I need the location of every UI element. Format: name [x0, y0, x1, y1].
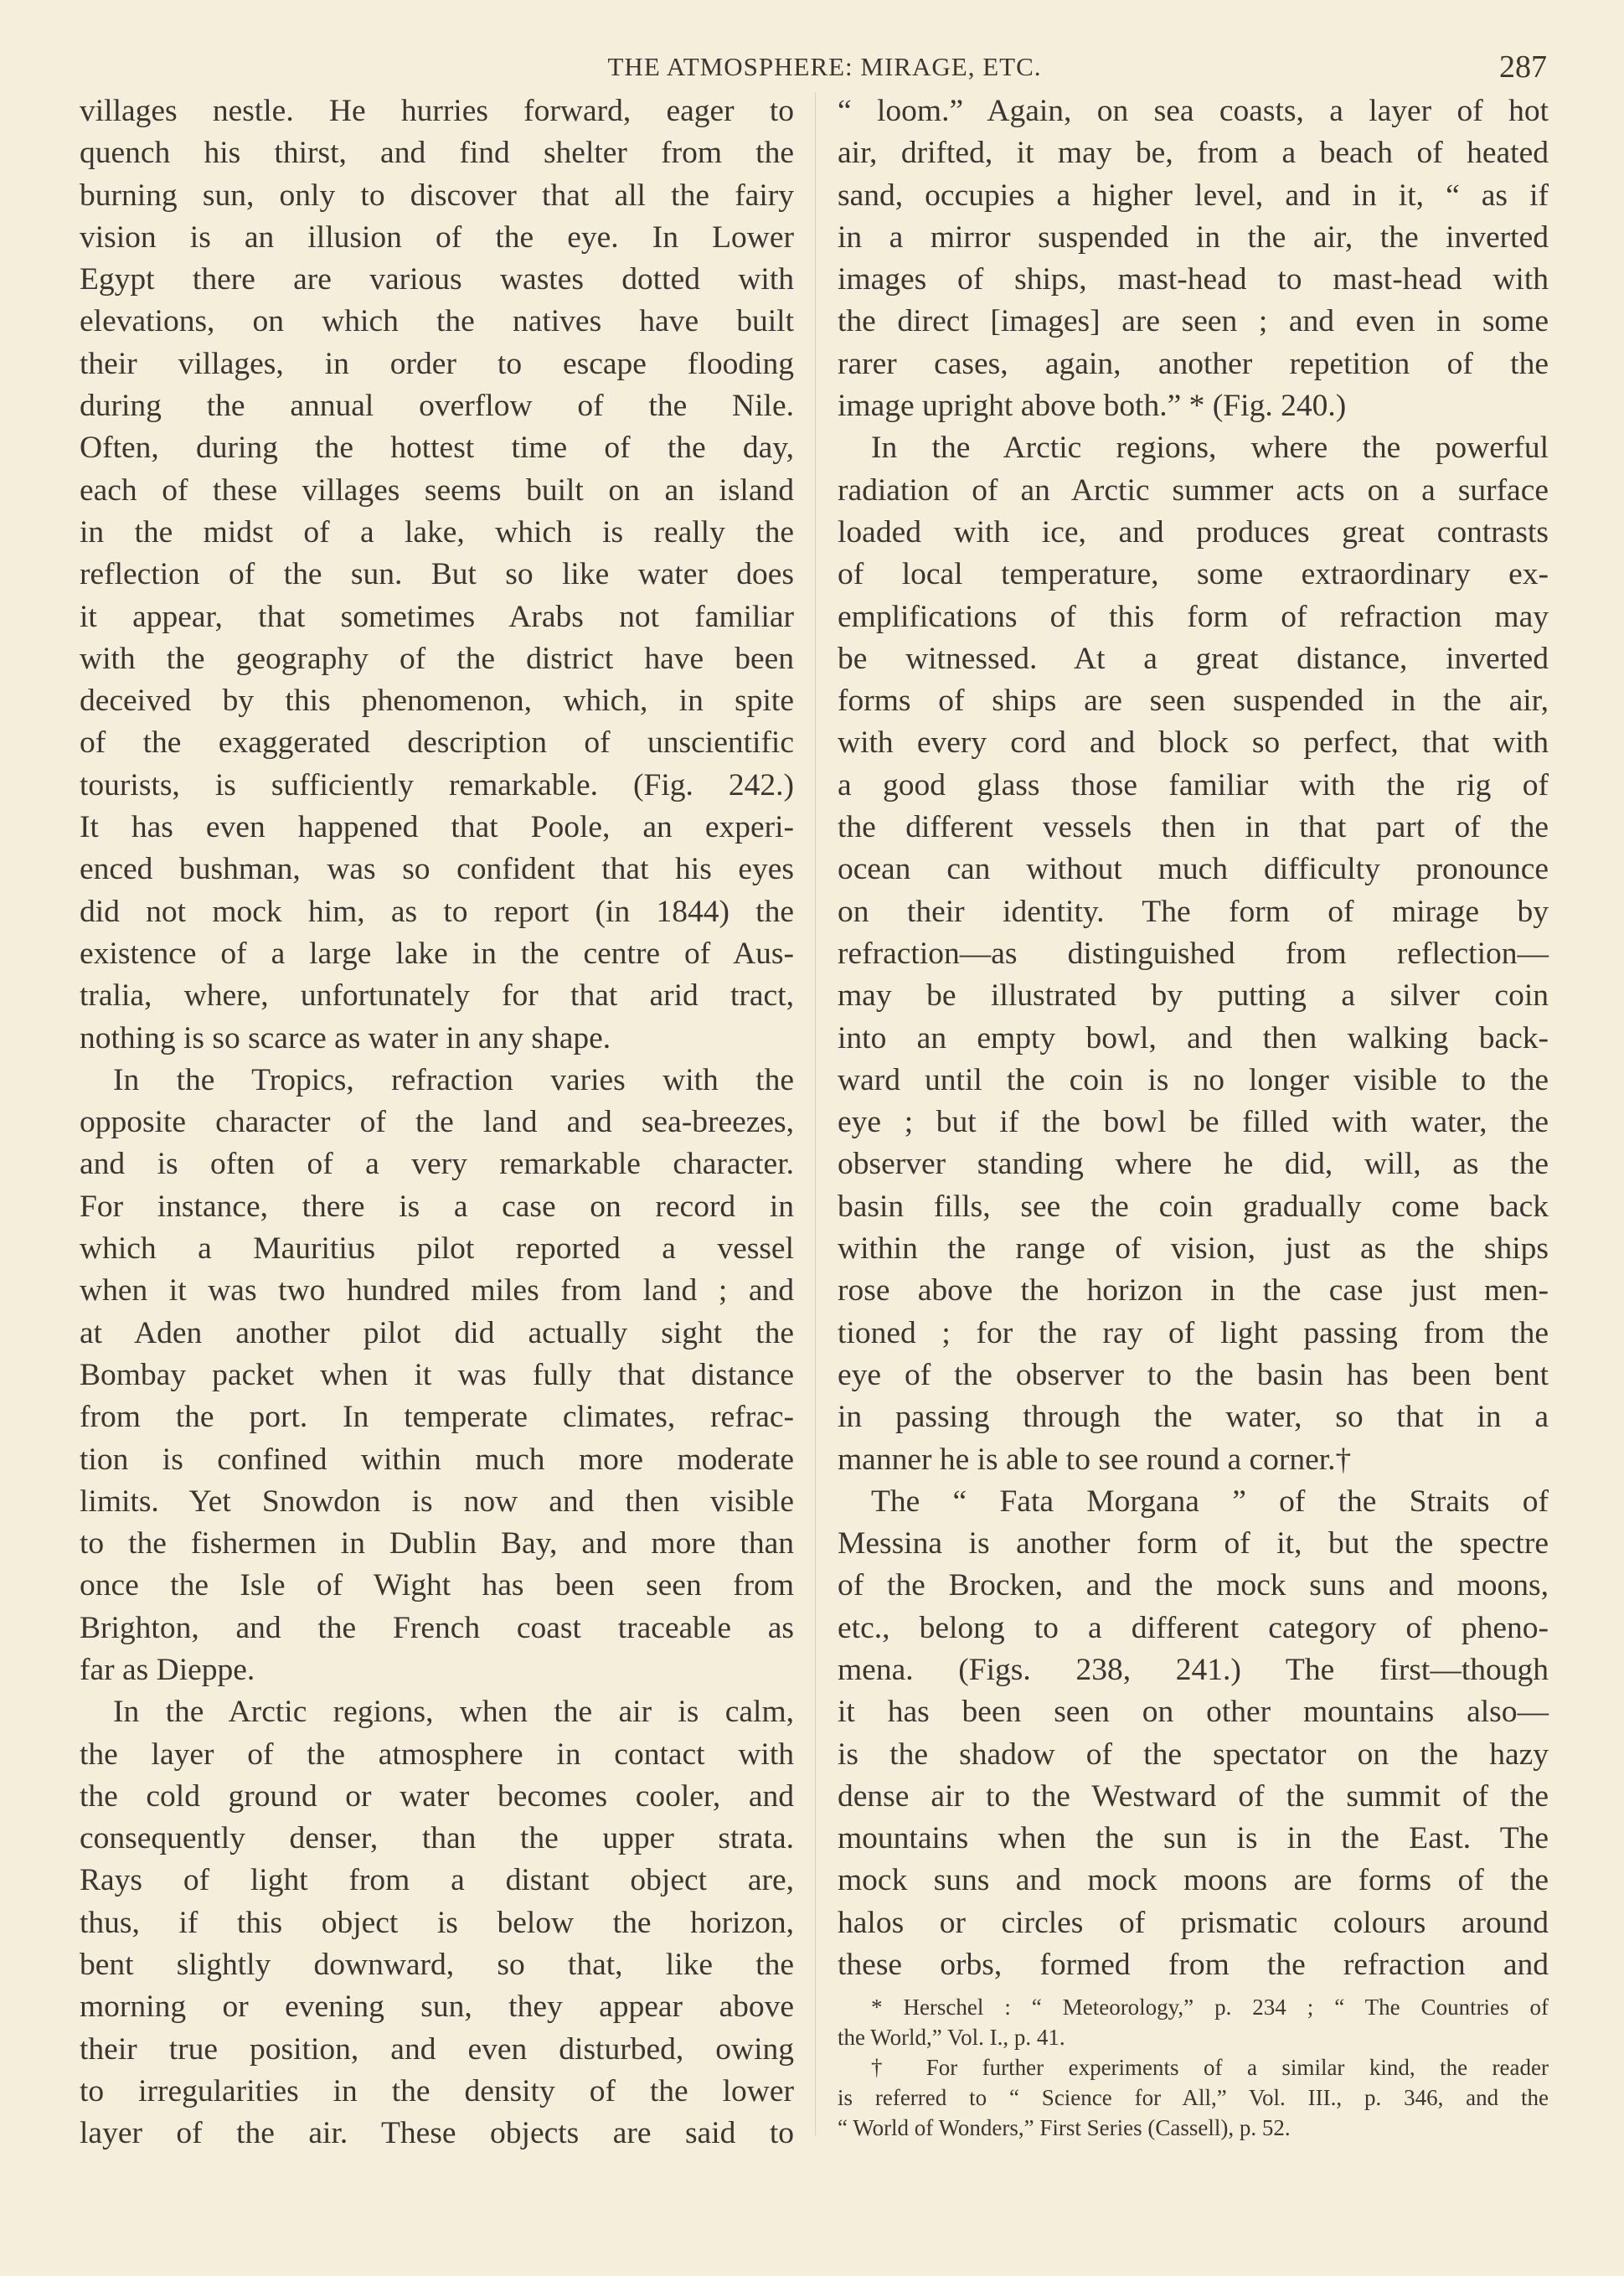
text-line: loaded with ice, and produces great contrasts — [838, 514, 1549, 550]
text-line: from the port. In temperate climates, refrac- — [80, 1400, 794, 1435]
text-line: burning sun, only to discover that all the fairy — [80, 178, 794, 213]
page-header — [0, 49, 1624, 94]
text-line: vision is an illusion of the eye. In Lower — [80, 219, 794, 255]
text-line: the different vessels then in that part of the — [838, 810, 1549, 845]
text-line: during the annual overflow of the Nile. — [80, 389, 794, 424]
text-line: In the Arctic regions, where the powerful — [871, 431, 1549, 466]
text-line: may be illustrated by putting a silver coin — [838, 978, 1549, 1014]
text-line: be witnessed. At a great distance, inverted — [838, 641, 1549, 676]
text-line: once the Isle of Wight has been seen from — [80, 1568, 794, 1603]
text-line: enced bushman, was so confident that his eyes — [80, 852, 794, 887]
footnote-line: * Herschel : “ Meteorology,” p. 234 ; “ The Countries of — [871, 1995, 1549, 2020]
text-line: at Aden another pilot did actually sight the — [80, 1315, 794, 1350]
text-line: thus, if this object is below the horizon, — [80, 1905, 794, 1940]
text-line: air, drifted, it may be, from a beach of heated — [838, 136, 1549, 171]
text-line: the direct [images] are seen ; and even in some — [838, 304, 1549, 339]
footnote-line: † For further experiments of a similar kind, the reader — [871, 2055, 1549, 2080]
text-line: For instance, there is a case on record in — [80, 1189, 794, 1224]
text-line: their true position, and even disturbed, owing — [80, 2031, 794, 2067]
text-line: consequently denser, than the upper strata. — [80, 1821, 794, 1856]
page-number: 287 — [1499, 49, 1547, 85]
footnote-line: “ World of Wonders,” First Series (Cassell), p. 52. — [838, 2115, 1291, 2140]
text-line: of the Brocken, and the mock suns and moons, — [838, 1568, 1549, 1603]
text-line: when it was two hundred miles from land ; and — [80, 1273, 794, 1308]
text-line: on their identity. The form of mirage by — [838, 894, 1549, 929]
text-line: nothing is so scarce as water in any shape. — [80, 1020, 611, 1055]
text-line: Egypt there are various wastes dotted with — [80, 262, 794, 297]
text-line: opposite character of the land and sea-breezes, — [80, 1105, 794, 1140]
text-line: eye ; but if the bowl be filled with water, the — [838, 1105, 1549, 1140]
text-line: sand, occupies a higher level, and in it, “ as if — [838, 178, 1549, 213]
text-line: In the Arctic regions, when the air is calm, — [113, 1695, 794, 1730]
text-line: forms of ships are seen suspended in the air, — [838, 684, 1549, 719]
text-line: quench his thirst, and find shelter from the — [80, 136, 794, 171]
text-line: a good glass those familiar with the rig of — [838, 767, 1549, 803]
column-divider — [815, 92, 816, 2136]
text-line: with the geography of the district have been — [80, 641, 794, 676]
text-line: in the midst of a lake, which is really the — [80, 514, 794, 550]
text-line: tralia, where, unfortunately for that arid tract, — [80, 978, 794, 1014]
text-line: “ loom.” Again, on sea coasts, a layer of hot — [838, 94, 1549, 128]
footnote-line: the World,” Vol. I., p. 41. — [838, 2025, 1065, 2050]
text-line: eye of the observer to the basin has been bent — [838, 1357, 1549, 1392]
text-line: is the shadow of the spectator on the hazy — [838, 1737, 1549, 1772]
text-line: tion is confined within much more moderate — [80, 1442, 794, 1477]
text-line: refraction—as distinguished from reflection— — [838, 936, 1549, 971]
text-line: of the exaggerated description of unscientific — [80, 725, 794, 761]
text-line: mountains when the sun is in the East. The — [838, 1821, 1549, 1856]
text-line: manner he is able to see round a corner.† — [838, 1442, 1352, 1477]
text-line: each of these villages seems built on an island — [80, 472, 794, 508]
text-line: in a mirror suspended in the air, the inverted — [838, 219, 1549, 255]
running-title: THE ATMOSPHERE: MIRAGE, ETC. — [607, 52, 1042, 81]
text-line: it has been seen on other mountains also— — [838, 1695, 1549, 1730]
text-line: Often, during the hottest time of the day, — [80, 431, 794, 466]
text-line: and is often of a very remarkable character. — [80, 1147, 794, 1182]
text-line: limits. Yet Snowdon is now and then visible — [80, 1484, 794, 1519]
text-line: far as Dieppe. — [80, 1652, 255, 1687]
text-line: villages nestle. He hurries forward, eager to — [80, 94, 794, 128]
text-line: to irregularities in the density of the lower — [80, 2073, 794, 2108]
text-line: tourists, is sufficiently remarkable. (Fig. 242.) — [80, 767, 794, 803]
text-line: into an empty bowl, and then walking back- — [838, 1020, 1549, 1055]
text-line: basin fills, see the coin gradually come back — [838, 1189, 1549, 1224]
text-line: morning or evening sun, they appear above — [80, 1990, 794, 2025]
text-line: deceived by this phenomenon, which, in spite — [80, 684, 794, 719]
text-line: ocean can without much difficulty pronounce — [838, 852, 1549, 887]
text-line: Rays of light from a distant object are, — [80, 1863, 794, 1898]
text-line: these orbs, formed from the refraction and — [838, 1948, 1549, 1983]
text-line: Brighton, and the French coast traceable as — [80, 1610, 794, 1645]
text-line: the cold ground or water becomes cooler, and — [80, 1778, 794, 1814]
text-line: Bombay packet when it was fully that distance — [80, 1357, 794, 1392]
footnotes — [838, 1992, 1549, 2143]
text-line: In the Tropics, refraction varies with the — [113, 1062, 794, 1097]
text-line: bent slightly downward, so that, like the — [80, 1948, 794, 1983]
text-line: their villages, in order to escape flooding — [80, 346, 794, 381]
text-line: layer of the air. These objects are said to — [80, 2116, 794, 2151]
text-line: within the range of vision, just as the ships — [838, 1231, 1549, 1267]
left-column — [80, 90, 794, 2155]
text-line: etc., belong to a different category of pheno- — [838, 1610, 1549, 1645]
text-line: emplifications of this form of refraction may — [838, 599, 1549, 634]
text-line: the layer of the atmosphere in contact with — [80, 1737, 794, 1772]
footnote-line: is referred to “ Science for All,” Vol. III., p. 346, and the — [838, 2085, 1549, 2110]
text-line: Messina is another form of it, but the spectre — [838, 1526, 1549, 1561]
text-line: it appear, that sometimes Arabs not familiar — [80, 599, 794, 634]
text-line: rarer cases, again, another repetition of the — [838, 346, 1549, 381]
text-line: rose above the horizon in the case just men- — [838, 1273, 1549, 1308]
text-line: image upright above both.” * (Fig. 240.) — [838, 389, 1347, 424]
text-line: tioned ; for the ray of light passing from the — [838, 1315, 1549, 1350]
text-line: of local temperature, some extraordinary ex- — [838, 557, 1549, 592]
text-line: radiation of an Arctic summer acts on a surface — [838, 472, 1549, 508]
text-line: which a Mauritius pilot reported a vessel — [80, 1231, 794, 1267]
text-line: did not mock him, as to report (in 1844) the — [80, 894, 794, 929]
text-line: observer standing where he did, will, as the — [838, 1147, 1549, 1182]
text-line: in passing through the water, so that in a — [838, 1400, 1549, 1435]
text-line: with every cord and block so perfect, that with — [838, 725, 1549, 761]
text-line: elevations, on which the natives have built — [80, 304, 794, 339]
text-line: It has even happened that Poole, an experi- — [80, 810, 794, 845]
text-line: mock suns and mock moons are forms of the — [838, 1863, 1549, 1898]
right-column — [838, 90, 1549, 1986]
text-line: ward until the coin is no longer visible to the — [838, 1062, 1549, 1097]
text-line: dense air to the Westward of the summit of the — [838, 1778, 1549, 1814]
text-line: existence of a large lake in the centre of Aus- — [80, 936, 794, 971]
text-line: to the fishermen in Dublin Bay, and more than — [80, 1526, 794, 1561]
text-line: images of ships, mast-head to mast-head with — [838, 262, 1549, 297]
text-line: The “ Fata Morgana ” of the Straits of — [871, 1484, 1549, 1519]
text-line: mena. (Figs. 238, 241.) The first—though — [838, 1652, 1549, 1687]
text-line: halos or circles of prismatic colours around — [838, 1905, 1549, 1940]
text-line: reflection of the sun. But so like water does — [80, 557, 794, 592]
